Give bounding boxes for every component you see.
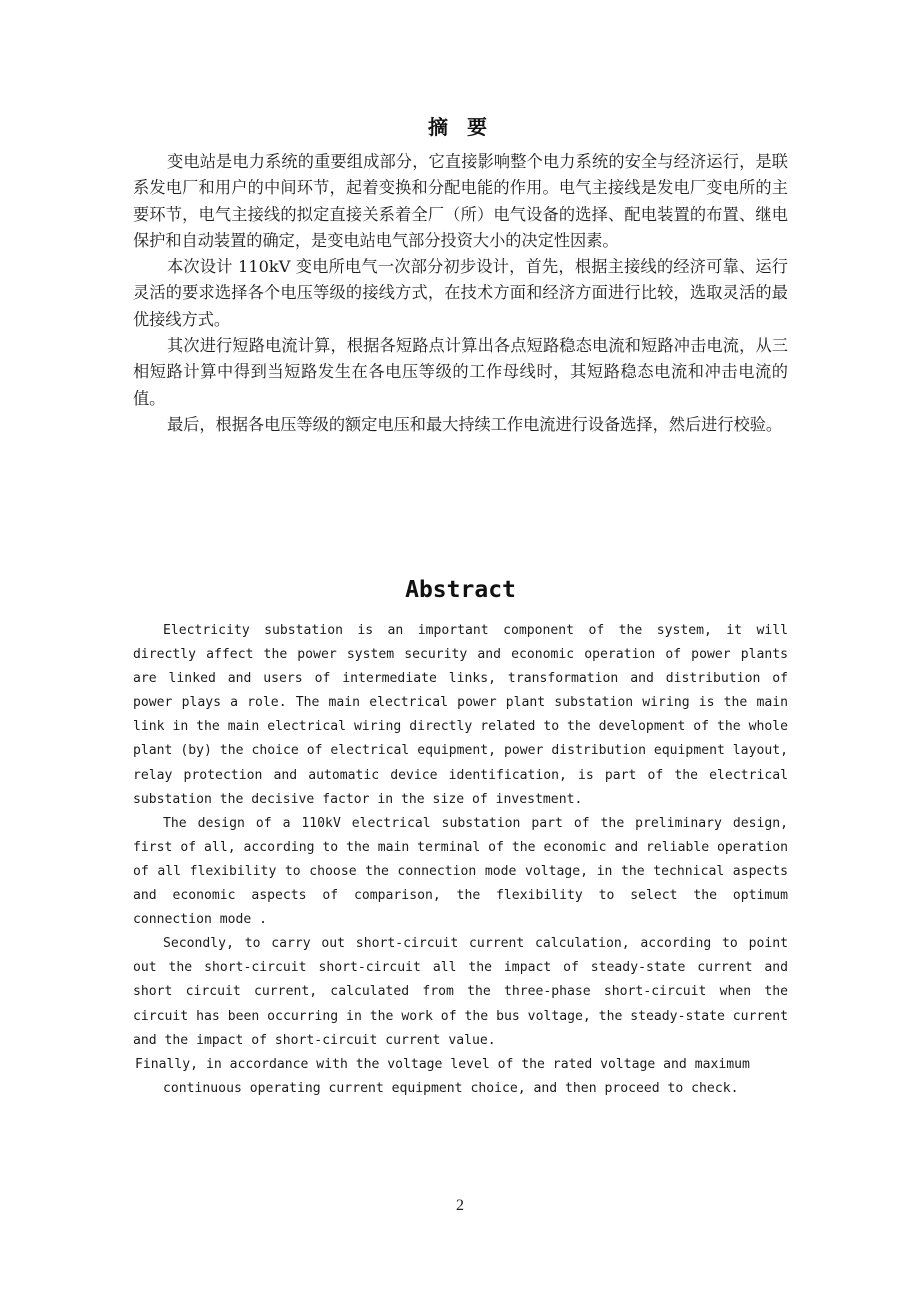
chinese-abstract-paragraph-3: 其次进行短路电流计算，根据各短路点计算出各点短路稳态电流和短路冲击电流，从三相短路计算中得到当短路发生在各电压等级的工作母线时，其短路稳态电流和冲击电流的值。 xyxy=(133,336,788,408)
english-abstract-paragraph-1: Electricity substation is an important component of the system, it will directly affect the power system security and economic operation of power plants are linked and users of intermediate links, transformation and distribution of power plays a role. The main electrical power plant substation wiring is the main link in the main electrical wiring directly related to the development of the whole plant (by) the choice of electrical equipment, power distribution equipment layout, relay protection and automatic device identification, is part of the electrical substation the decisive factor in the size of investment. xyxy=(133,623,788,807)
english-abstract-heading: Abstract xyxy=(405,577,516,603)
final-paragraph-line-2: continuous operating current equipment choice, and then proceed to check. xyxy=(163,1080,739,1096)
chinese-abstract-paragraph-1: 变电站是电力系统的重要组成部分，它直接影响整个电力系统的安全与经济运行，是联系发电厂和用户的中间环节，起着变换和分配电能的作用。电气主接线是发电厂变电所的主要环节，电气主接线的拟定直接关系着全厂（所）电气设备的选择、配电装置的布置、继电保护和自动装置的确定，是变电站电气部分投资大小的决定性因素。 xyxy=(133,152,788,250)
english-abstract-paragraph-2: The design of a 110kV electrical substation part of the preliminary design, first of all, according to the main terminal of the economic and reliable operation of all flexibility to choose the connection mode voltage, in the technical aspects and economic aspects of comparison, the flexibility to select the optimum connection mode . xyxy=(133,815,788,928)
english-abstract-paragraph-3: Secondly, to carry out short-circuit current calculation, according to point out the short-circuit short-circuit all the impact of steady-state current and short circuit current, calculated from the three-phase short-circuit when the circuit has been occurring in the work of the bus voltage, the steady-state current and the impact of short-circuit current value. xyxy=(133,936,788,1048)
chinese-abstract-heading: 摘 要 xyxy=(428,115,493,139)
final-paragraph-line-1: Finally, in accordance with the voltage level of the rated voltage and maximum xyxy=(135,1056,750,1072)
english-abstract-paragraph-4 xyxy=(133,1053,788,1101)
chinese-abstract-paragraph-4: 最后，根据各电压等级的额定电压和最大持续工作电流进行设备选择，然后进行校验。 xyxy=(167,414,783,434)
chinese-abstract-paragraph-2: 本次设计 110kV 变电所电气一次部分初步设计，首先，根据主接线的经济可靠、运行灵活的要求选择各个电压等级的接线方式，在技术方面和经济方面进行比较，选取灵活的最优接线方式。 xyxy=(133,257,788,329)
page-number: 2 xyxy=(456,1197,464,1214)
english-abstract-section xyxy=(133,575,788,1101)
chinese-abstract-section xyxy=(133,112,788,438)
